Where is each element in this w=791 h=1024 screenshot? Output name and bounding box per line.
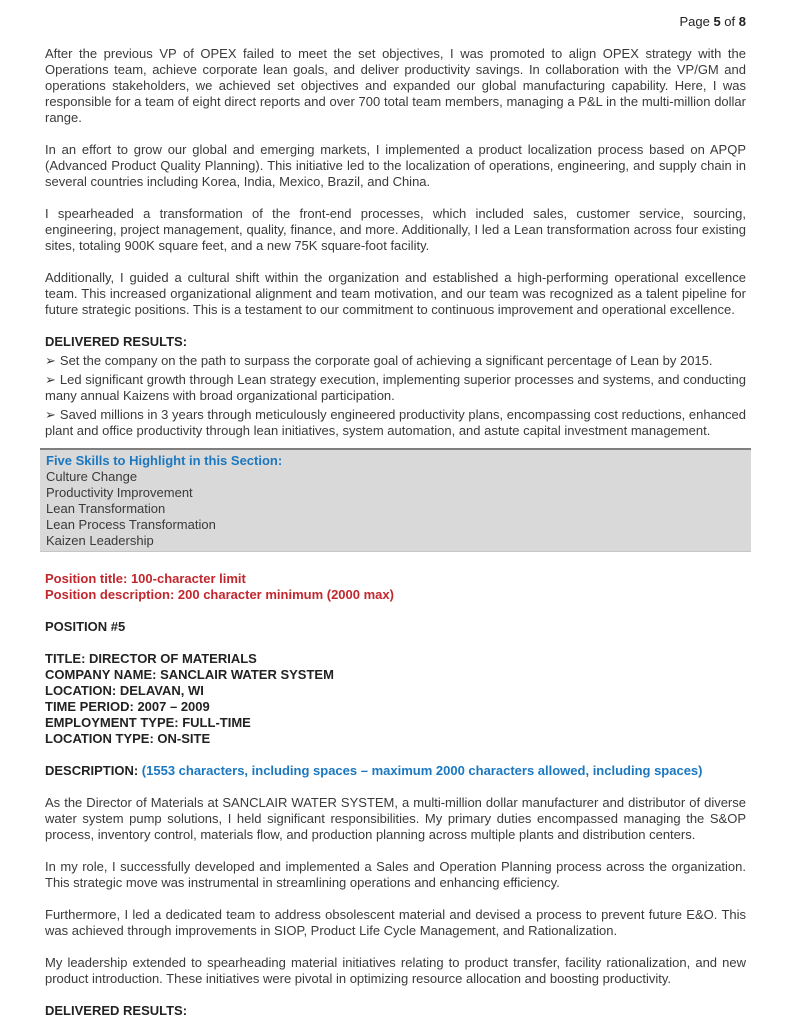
field-company-name: COMPANY NAME: SANCLAIR WATER SYSTEM: [45, 667, 334, 682]
description-paragraph: In my role, I successfully developed and implemented a Sales and Operation Planning process across the organization. This strategic move was instrumental in streamlining operations and enhancing efficiency.: [45, 859, 746, 890]
page-label: Page: [679, 14, 710, 29]
list-item: [45, 372, 746, 404]
description-paragraph: Furthermore, I led a dedicated team to address obsolescent material and devised a process to prevent future E&O. This was achieved through improvements in SIOP, Product Life Cycle Management, and Rationalization.: [45, 907, 746, 938]
description-label: DESCRIPTION:: [45, 763, 139, 778]
page-number-total: 8: [738, 14, 746, 29]
skills-highlight-box: [40, 448, 751, 552]
intro-paragraph: I spearheaded a transformation of the front-end processes, which included sales, customer service, sourcing, engineering, project management, quality, finance, and more. Additionally, I led a Lean transformation across four existing sites, totaling 900K square feet, and a new 75K square-foot facility.: [45, 206, 746, 253]
field-time-period: TIME PERIOD: 2007 – 2009: [45, 699, 210, 714]
bullet-text: Saved millions in 3 years through meticulously engineered productivity plans, encompassing cost reductions, enhanced plant and office productivity through lean initiatives, system automation, and astute capital investment management.: [45, 407, 746, 438]
field-employment-type: EMPLOYMENT TYPE: FULL-TIME: [45, 715, 251, 730]
description-character-count: (1553 characters, including spaces – maximum 2000 characters allowed, including spaces): [141, 763, 703, 778]
page-of-label: of: [724, 14, 736, 29]
intro-paragraph: After the previous VP of OPEX failed to meet the set objectives, I was promoted to align OPEX strategy with the Operations team, achieve corporate lean goals, and deliver productivity savings. In collaboration with the VP/GM and operations stakeholders, we achieved set objectives and expanded our global manufacturing capability. Here, I was responsible for a team of eight direct reports and over 700 total team members, managing a P&L in the multi-million dollar range.: [45, 46, 746, 125]
intro-paragraph: In an effort to grow our global and emerging markets, I implemented a product localization process based on APQP (Advanced Product Quality Planning). This initiative led to the localization of operations, engineering, and supply chain in several countries including Korea, India, Mexico, Brazil, and China.: [45, 142, 746, 189]
skill-item: Kaizen Leadership: [46, 533, 154, 548]
field-title: TITLE: DIRECTOR OF MATERIALS: [45, 651, 257, 666]
page-number-current: 5: [713, 14, 721, 29]
delivered-results-list: [45, 353, 746, 439]
position-heading: POSITION #5: [45, 619, 126, 634]
bullet-text: Led significant growth through Lean strategy execution, implementing superior processes and systems, and conducting many annual Kaizens with broad organizational participation.: [45, 372, 746, 403]
arrow-bullet-icon: ➢: [45, 353, 56, 368]
page-number: [45, 14, 746, 30]
arrow-bullet-icon: ➢: [45, 372, 56, 387]
description-paragraph: My leadership extended to spearheading material initiatives relating to product transfer, facility rationalization, and new product introduction. These initiatives were pivotal in optimizing resource allocation and boosting productivity.: [45, 955, 746, 986]
field-location-type: LOCATION TYPE: ON-SITE: [45, 731, 211, 746]
delivered-results-heading-bottom: DELIVERED RESULTS:: [45, 1003, 188, 1018]
intro-paragraph: Additionally, I guided a cultural shift within the organization and established a high-performing operational excellence team. This increased organizational alignment and team motivation, and our team was recognized as a talent pipeline for future strategic positions. This is a testament to our commitment to continuous improvement and operational excellence.: [45, 270, 746, 317]
bullet-text: Set the company on the path to surpass the corporate goal of achieving a significant percentage of Lean by 2015.: [59, 353, 713, 368]
skill-item: Lean Transformation: [46, 501, 166, 516]
delivered-results-heading: DELIVERED RESULTS:: [45, 334, 188, 349]
skills-box-heading: Five Skills to Highlight in this Section:: [46, 453, 283, 468]
list-item: [45, 407, 746, 439]
skill-item: Culture Change: [46, 469, 138, 484]
description-line: [45, 763, 746, 779]
skill-item: Productivity Improvement: [46, 485, 193, 500]
arrow-bullet-icon: ➢: [45, 407, 56, 422]
description-paragraph: As the Director of Materials at SANCLAIR WATER SYSTEM, a multi-million dollar manufacturer and distributor of diverse water system pump solutions, I held significant responsibilities. My primary duties encompassed managing the S&OP process, inventory control, materials flow, and production planning across multiple plants and distribution centers.: [45, 795, 746, 842]
guideline-line: Position title: 100-character limit: [45, 571, 246, 586]
skill-item: Lean Process Transformation: [46, 517, 216, 532]
position-fields: [45, 651, 746, 747]
guideline-line: Position description: 200 character minimum (2000 max): [45, 587, 394, 602]
list-item: [45, 353, 746, 369]
position-guidelines: [45, 571, 746, 603]
field-location: LOCATION: DELAVAN, WI: [45, 683, 204, 698]
